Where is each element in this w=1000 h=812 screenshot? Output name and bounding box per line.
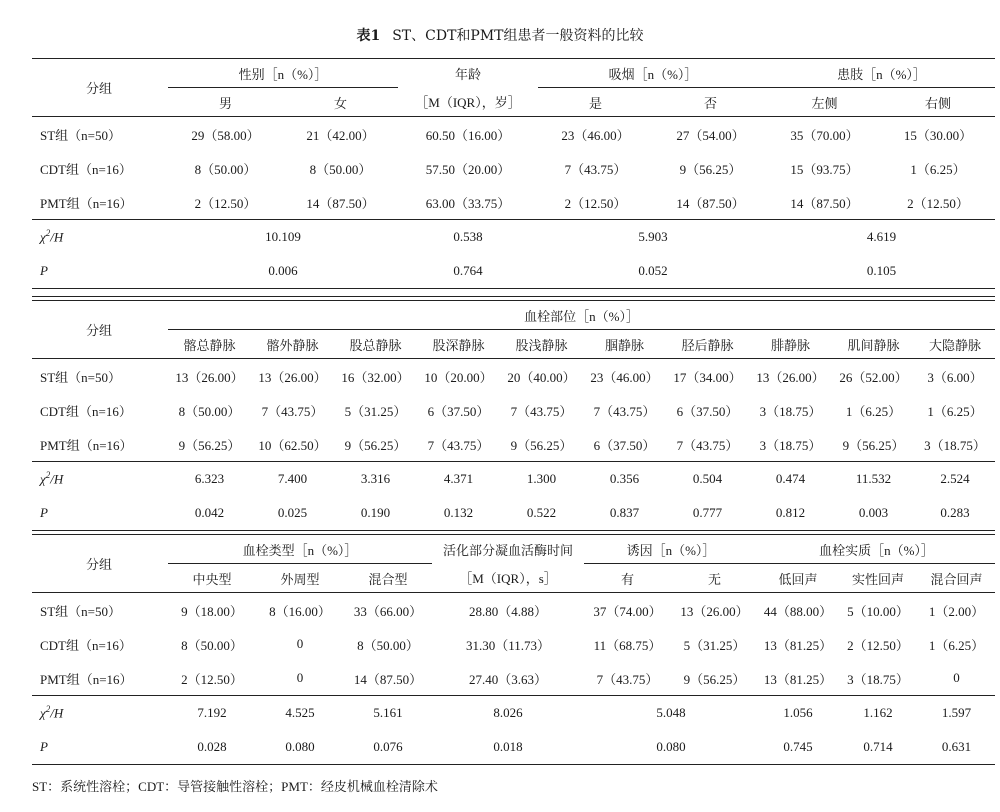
- cell: 4.371: [417, 462, 500, 497]
- group-cell: PMT组（n=16）: [40, 195, 133, 211]
- cell: 31.30（11.73）: [466, 637, 551, 653]
- cell: 10（62.50）: [258, 437, 327, 453]
- header-mixed-echo: 混合回声: [930, 571, 983, 587]
- cell: 0.522: [500, 496, 583, 531]
- cell: 13（81.25）: [763, 671, 833, 687]
- cell: 0.132: [417, 496, 500, 531]
- table-title: ST、CDT和PMT组患者一般资料的比较: [392, 28, 644, 44]
- cell: 0.052: [538, 254, 768, 289]
- cell: 5（31.25）: [344, 403, 407, 419]
- header-cause-yes: 有: [621, 571, 635, 587]
- cell: 4.619: [768, 220, 995, 255]
- cell: 44（88.00）: [758, 593, 838, 628]
- cell: 27.40（3.63）: [469, 671, 548, 687]
- cell: 23（46.00）: [538, 117, 653, 152]
- cell: 0.283: [915, 496, 995, 531]
- cell: 1.300: [500, 462, 583, 497]
- cell: 0.028: [168, 730, 256, 765]
- header-vein: 胫后静脉: [681, 337, 734, 353]
- header-group: 分组: [32, 535, 168, 593]
- cell: 3（6.00）: [915, 359, 995, 394]
- cell: 0.042: [168, 496, 251, 531]
- cell: 1（6.25）: [928, 637, 985, 653]
- cell: 23（46.00）: [583, 359, 666, 394]
- cell: 13（26.00）: [168, 359, 251, 394]
- chi-row: [32, 462, 995, 497]
- cell: 17（34.00）: [666, 359, 749, 394]
- cell: 3（18.75）: [847, 671, 909, 687]
- table-row: [32, 627, 995, 661]
- cell: 6.323: [168, 462, 251, 497]
- cell: 0.714: [838, 730, 918, 765]
- cell: 1.597: [918, 696, 995, 731]
- header-vein: 股深静脉: [432, 337, 485, 353]
- header-sex: 性别［n（%）］: [168, 59, 398, 88]
- cell: 13（26.00）: [251, 359, 334, 394]
- table-row: [32, 151, 995, 185]
- cell: 9（56.25）: [178, 437, 241, 453]
- cell: 8.026: [432, 696, 584, 731]
- cell: 14（87.50）: [676, 195, 745, 211]
- cell: 0: [296, 636, 304, 651]
- cell: 11.532: [832, 462, 915, 497]
- group-cell: CDT组（n=16）: [40, 637, 132, 653]
- table-number: 表1: [356, 28, 381, 44]
- cell: 3（18.75）: [924, 437, 986, 453]
- header-type: 血栓类型［n（%）］: [168, 535, 432, 564]
- p-label: P: [32, 730, 168, 765]
- cell: 5.903: [538, 220, 768, 255]
- cell: 7（43.75）: [564, 161, 627, 177]
- chi-label: $\chi^2/H$: [32, 462, 168, 497]
- cell: 9（56.25）: [344, 437, 407, 453]
- cell: 20（40.00）: [500, 359, 583, 394]
- cell: 5（10.00）: [838, 593, 918, 628]
- header-group: 分组: [32, 301, 168, 359]
- cell: 5（31.25）: [683, 637, 746, 653]
- cell: 1（6.25）: [927, 403, 983, 419]
- cell: 57.50（20.00）: [425, 161, 511, 177]
- cell: 28.80（4.88）: [432, 593, 584, 628]
- header-aptt: 活化部分凝血活酶时间: [432, 535, 584, 564]
- cell: 37（74.00）: [584, 593, 671, 628]
- header-solid-echo: 实性回声: [852, 571, 905, 587]
- cell: 13（26.00）: [671, 593, 758, 628]
- group-cell: ST组（n=50）: [32, 593, 168, 628]
- cell: 6（37.50）: [593, 437, 656, 453]
- cell: 0.356: [583, 462, 666, 497]
- cell: 11（68.75）: [593, 637, 662, 653]
- cell: 0.538: [398, 220, 538, 255]
- cell: 14（87.50）: [790, 195, 859, 211]
- cell: 0.080: [584, 730, 758, 765]
- cell: 9（56.25）: [842, 437, 905, 453]
- header-smoke-no: 否: [703, 95, 717, 111]
- cell: 26（52.00）: [832, 359, 915, 394]
- cell: 8（50.00）: [194, 161, 257, 177]
- table-row: [32, 427, 995, 462]
- cell: 10.109: [168, 220, 398, 255]
- chi-row: [32, 220, 995, 255]
- cell: 5.048: [584, 696, 758, 731]
- header-vein: 大隐静脉: [929, 337, 982, 353]
- cell: 3（18.75）: [759, 437, 822, 453]
- header-vein: 股总静脉: [349, 337, 402, 353]
- cell: 0.006: [168, 254, 398, 289]
- chi-label: $\chi^2/H$: [32, 220, 168, 255]
- cell: 2（12.50）: [564, 195, 627, 211]
- cell: 0.076: [344, 730, 432, 765]
- p-row: [32, 730, 995, 765]
- cell: 33（66.00）: [344, 593, 432, 628]
- p-row: [32, 496, 995, 531]
- cell: 1（6.25）: [910, 161, 966, 177]
- chi-label: $\chi^2/H$: [32, 696, 168, 731]
- cell: 0.080: [256, 730, 344, 765]
- p-label: P: [32, 496, 168, 531]
- cell: 63.00（33.75）: [425, 195, 511, 211]
- cell: 60.50（16.00）: [398, 117, 538, 152]
- cell: 35（70.00）: [768, 117, 881, 152]
- header-cause-no: 无: [708, 571, 722, 587]
- cell: 8（50.00）: [181, 637, 243, 653]
- cell: 6（37.50）: [427, 403, 490, 419]
- cell: 9（56.25）: [510, 437, 573, 453]
- header-aptt-unit: ［M（IQR），s］: [459, 571, 557, 587]
- cell: 13（81.25）: [763, 637, 833, 653]
- table-caption: [0, 25, 1000, 45]
- divider: [32, 530, 995, 531]
- header-substance: 血栓实质［n（%）］: [758, 535, 995, 564]
- cell: 0.105: [768, 254, 995, 289]
- cell: 21（42.00）: [283, 117, 398, 152]
- cell: 29（58.00）: [168, 117, 283, 152]
- cell: 7（43.75）: [593, 403, 656, 419]
- divider: [32, 296, 995, 297]
- header-mixed: 混合型: [368, 571, 408, 587]
- cell: 0.745: [758, 730, 838, 765]
- header-vein: 肌间静脉: [847, 337, 900, 353]
- header-vein: 腘静脉: [604, 337, 644, 353]
- cell: 1（2.00）: [918, 593, 995, 628]
- cell: 8（16.00）: [256, 593, 344, 628]
- table-thrombus-location: [32, 300, 995, 531]
- cell: 9（56.25）: [679, 161, 742, 177]
- cell: 9（56.25）: [683, 671, 746, 687]
- group-cell: PMT组（n=16）: [40, 437, 133, 453]
- cell: 0: [953, 670, 960, 685]
- cell: 0.631: [918, 730, 995, 765]
- cell: 8（50.00）: [357, 637, 419, 653]
- cell: 8（50.00）: [178, 403, 241, 419]
- cell: 15（93.75）: [790, 161, 859, 177]
- cell: 2（12.50）: [194, 195, 257, 211]
- cell: 9（18.00）: [168, 593, 256, 628]
- cell: 0.764: [398, 254, 538, 289]
- chi-row: [32, 696, 995, 731]
- header-group: 分组: [32, 59, 168, 117]
- cell: 10（20.00）: [417, 359, 500, 394]
- header-central: 中央型: [192, 571, 232, 587]
- cell: 2（12.50）: [181, 671, 243, 687]
- cell: 27（54.00）: [653, 117, 768, 152]
- cell: 3（18.75）: [759, 403, 822, 419]
- cell: 0.504: [666, 462, 749, 497]
- p-row: [32, 254, 995, 289]
- header-limb: 患肢［n（%）］: [768, 59, 995, 88]
- table-row: [32, 117, 995, 152]
- cell: 0.812: [749, 496, 832, 531]
- footnote: ST：系统性溶栓；CDT：导管接触性溶栓；PMT：经皮机械血栓清除术: [32, 779, 438, 794]
- header-vein: 髂总静脉: [183, 337, 236, 353]
- table-general-info: [32, 58, 995, 289]
- cell: 0.474: [749, 462, 832, 497]
- cell: 7（43.75）: [427, 437, 490, 453]
- header-limb-left: 左侧: [811, 95, 838, 111]
- cell: 7.192: [168, 696, 256, 731]
- table-row: [32, 185, 995, 220]
- header-vein: 髂外静脉: [266, 337, 319, 353]
- header-peripheral: 外周型: [280, 571, 320, 587]
- table-row: [32, 661, 995, 696]
- cell: 14（87.50）: [306, 195, 375, 211]
- header-age: 年龄: [398, 59, 538, 88]
- cell: 7（43.75）: [676, 437, 739, 453]
- cell: 15（30.00）: [881, 117, 995, 152]
- header-cause: 诱因［n（%）］: [584, 535, 758, 564]
- header-low-echo: 低回声: [778, 571, 818, 587]
- cell: 0: [296, 670, 304, 685]
- cell: 14（87.50）: [353, 671, 423, 687]
- table-row: [32, 593, 995, 628]
- header-female: 女: [333, 95, 347, 111]
- cell: 2（12.50）: [847, 637, 909, 653]
- group-cell: CDT组（n=16）: [40, 403, 132, 419]
- cell: 2.524: [915, 462, 995, 497]
- table-thrombus-type: [32, 534, 995, 765]
- header-vein: 腓静脉: [770, 337, 810, 353]
- cell: 0.003: [832, 496, 915, 531]
- group-cell: CDT组（n=16）: [40, 161, 132, 177]
- cell: 0.190: [334, 496, 417, 531]
- header-smoking: 吸烟［n（%）］: [538, 59, 768, 88]
- cell: 2（12.50）: [907, 195, 969, 211]
- cell: 16（32.00）: [334, 359, 417, 394]
- group-cell: PMT组（n=16）: [40, 671, 133, 687]
- group-cell: ST组（n=50）: [32, 117, 168, 152]
- p-label: P: [32, 254, 168, 289]
- cell: 0.025: [251, 496, 334, 531]
- table-row: [32, 393, 995, 427]
- cell: 1（6.25）: [845, 403, 902, 419]
- group-cell: ST组（n=50）: [32, 359, 168, 394]
- header-age-unit: ［M（IQR），岁］: [415, 95, 521, 111]
- cell: 0.018: [432, 730, 584, 765]
- cell: 3.316: [334, 462, 417, 497]
- cell: 8（50.00）: [309, 161, 372, 177]
- cell: 7.400: [251, 462, 334, 497]
- header-vein: 股浅静脉: [515, 337, 568, 353]
- cell: 7（43.75）: [261, 403, 324, 419]
- header-smoke-yes: 是: [588, 95, 602, 111]
- cell: 0.777: [666, 496, 749, 531]
- cell: 6（37.50）: [676, 403, 739, 419]
- cell: 1.056: [758, 696, 838, 731]
- cell: 7（43.75）: [510, 403, 573, 419]
- cell: 13（26.00）: [749, 359, 832, 394]
- cell: 0.837: [583, 496, 666, 531]
- header-limb-right: 右侧: [924, 95, 951, 111]
- header-location: 血栓部位［n（%）］: [168, 301, 995, 330]
- table-row: [32, 359, 995, 394]
- cell: 4.525: [256, 696, 344, 731]
- header-male: 男: [218, 95, 232, 111]
- cell: 1.162: [838, 696, 918, 731]
- cell: 7（43.75）: [596, 671, 659, 687]
- cell: 5.161: [344, 696, 432, 731]
